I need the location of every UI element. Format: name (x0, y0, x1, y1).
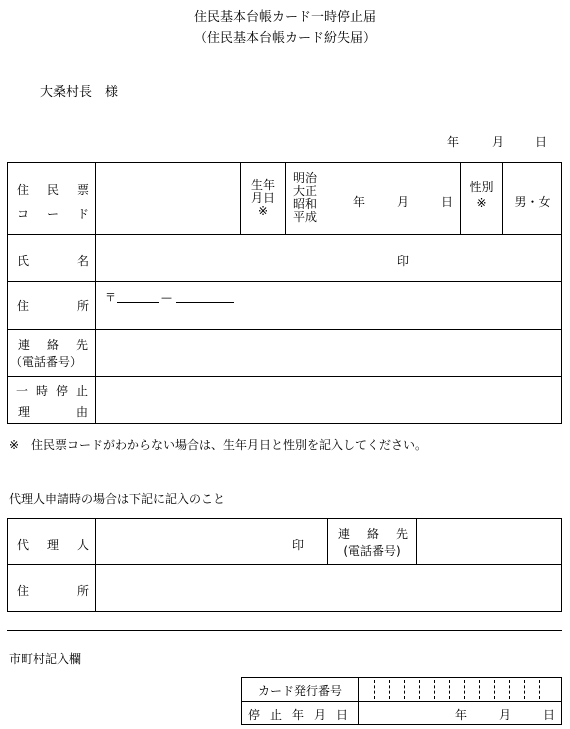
digit-separator (494, 680, 495, 699)
juminhyo-code-label-line2: コ ー ド (17, 207, 89, 221)
agent-address-field[interactable] (97, 566, 560, 611)
era-option[interactable]: 明治 (293, 171, 318, 185)
row-divider (7, 564, 562, 565)
reason-field[interactable] (97, 378, 560, 422)
name-label: 氏 名 (17, 254, 89, 268)
address-label: 住 所 (17, 299, 89, 313)
digit-separator (389, 680, 390, 699)
stop-day-label: 日 (543, 708, 556, 722)
reason-label-line1: 一 時 停 止 (16, 384, 88, 398)
column-divider (416, 518, 417, 564)
digit-separator (464, 680, 465, 699)
digit-separator (539, 680, 540, 699)
birth-year-label: 年 (353, 195, 366, 209)
office-use-heading: 市町村記入欄 (9, 652, 82, 666)
digit-separator (404, 680, 405, 699)
digit-separator (449, 680, 450, 699)
agent-contact-label-line2: (電話番号) (343, 544, 401, 558)
address-field[interactable] (97, 283, 560, 328)
sex-label: 性別 ※ (469, 180, 494, 210)
row-divider (7, 376, 562, 377)
date-month-label: 月 (492, 135, 505, 149)
column-divider (285, 162, 286, 234)
contact-label-line1: 連 絡 先 (18, 338, 88, 352)
label-column-divider (95, 162, 96, 424)
era-list (293, 172, 317, 224)
name-field[interactable] (97, 236, 560, 280)
row-divider (241, 701, 562, 702)
digit-separator (509, 680, 510, 699)
stop-date-label: 停 止 年 月 日 (248, 708, 348, 722)
addressee: 大桑村長 様 (40, 85, 119, 100)
reason-label-line2: 理 由 (18, 405, 88, 419)
postal-mark: 〒 (105, 291, 116, 304)
label-column-divider (95, 518, 96, 612)
era-option[interactable]: 平成 (293, 210, 318, 224)
date-year-label: 年 (447, 135, 460, 149)
row-divider (7, 234, 562, 235)
agent-contact-field[interactable] (418, 520, 560, 563)
digit-separator (524, 680, 525, 699)
postal-code-blank-2[interactable] (176, 302, 234, 303)
stop-year-label: 年 (455, 708, 468, 722)
card-number-label: カード発行番号 (257, 684, 342, 698)
row-divider (7, 329, 562, 330)
agent-seal-mark: 印 (292, 538, 305, 552)
contact-field[interactable] (97, 331, 560, 375)
juminhyo-code-label-line1: 住 民 票 (17, 183, 89, 197)
era-option[interactable]: 大正 (293, 184, 318, 198)
birth-day-label: 日 (441, 195, 454, 209)
birthdate-label: 生年 月日 ※ (250, 178, 275, 218)
agent-contact-label-line1: 連 絡 先 (338, 527, 408, 541)
form-subtitle: （住民基本台帳カード紛失届） (193, 31, 376, 46)
contact-label-line2: （電話番号） (10, 355, 83, 369)
proxy-heading: 代理人申請時の場合は下記に記入のこと (9, 492, 226, 506)
row-divider (7, 281, 562, 282)
sex-options[interactable]: 男・女 (514, 195, 551, 209)
card-number-field[interactable] (360, 679, 560, 700)
birth-month-label: 月 (397, 195, 410, 209)
digit-separator (479, 680, 480, 699)
postal-separator: — (161, 291, 172, 304)
juminhyo-code-field[interactable] (97, 164, 239, 233)
date-day-label: 日 (535, 135, 548, 149)
era-option[interactable]: 昭和 (293, 197, 318, 211)
section-separator (7, 630, 562, 631)
agent-label: 代 理 人 (17, 538, 89, 552)
postal-code-blank-1[interactable] (117, 302, 159, 303)
form-title: 住民基本台帳カード一時停止届 (193, 10, 376, 25)
stop-month-label: 月 (499, 708, 512, 722)
column-divider (358, 677, 359, 725)
digit-separator (434, 680, 435, 699)
footnote: ※ 住民票コードがわからない場合は、生年月日と性別を記入してください。 (9, 438, 428, 452)
digit-separator (374, 680, 375, 699)
seal-mark: 印 (397, 254, 410, 268)
agent-address-label: 住 所 (17, 584, 89, 598)
digit-separator (419, 680, 420, 699)
